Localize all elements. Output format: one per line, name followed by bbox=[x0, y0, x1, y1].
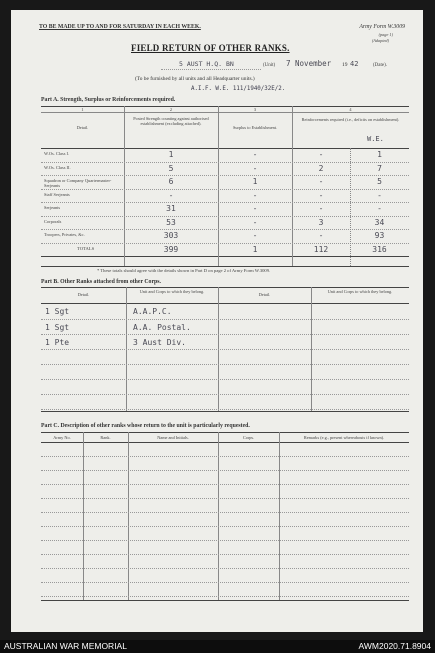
col-number-3: 3 bbox=[253, 107, 257, 112]
part-a-reinf-value-b: 1 bbox=[377, 150, 382, 159]
part-a-surplus-value: 1 bbox=[252, 177, 258, 186]
unit-value: 5 AUST H.Q. BN bbox=[179, 60, 234, 68]
furnish-note: (To be furnished by all units and all Headquarter units.) bbox=[135, 76, 255, 82]
caption-bar bbox=[0, 640, 435, 653]
part-a-reinf-value-b: 5 bbox=[377, 177, 382, 186]
part-a-surplus-value: - bbox=[252, 190, 258, 200]
part-a-heading: Part A. Strength, Surplus or Reinforcements required. bbox=[41, 97, 176, 103]
caption-source: AUSTRALIAN WAR MEMORIAL bbox=[4, 641, 127, 651]
part-a-posted-value: 303 bbox=[163, 231, 179, 240]
part-b-detail-header-2: Detail. bbox=[258, 292, 271, 297]
instruction-text: TO BE MADE UP TO AND FOR SATURDAY IN EACH WEEK. bbox=[39, 24, 201, 30]
part-c-remarks-header: Remarks (e.g., present whereabouts if known). bbox=[303, 435, 385, 440]
part-b-unit-value: A.A.P.C. bbox=[133, 307, 172, 316]
part-a-row-label: TOTALS bbox=[77, 245, 95, 251]
part-a-row-label: W.Os. Class I. bbox=[44, 151, 70, 156]
col-number-1: 1 bbox=[81, 107, 84, 112]
part-a-posted-value: 6 bbox=[168, 177, 174, 186]
surplus-header: Surplus to Establishment. bbox=[232, 125, 278, 130]
part-b-unit-header-1: Unit and Corps to which they belong. bbox=[139, 289, 205, 294]
reinforcements-header: Reinforcements required (i.e., deficits on establishment). bbox=[301, 117, 400, 122]
col-number-2: 2 bbox=[169, 107, 173, 112]
part-a-posted-value: 399 bbox=[163, 244, 179, 254]
part-b-detail-value: 1 Sgt bbox=[45, 322, 70, 332]
part-c-rank-header: Rank. bbox=[100, 435, 111, 440]
part-a-surplus-value: 1 bbox=[252, 244, 258, 254]
reference-number: A.I.F. W.E. 111/1940/32E/2. bbox=[191, 86, 286, 92]
unit-label: (Unit) bbox=[263, 63, 276, 68]
part-a-row-label: Corporals bbox=[44, 218, 62, 224]
form-document bbox=[11, 10, 423, 632]
part-a-reinf-value-a: - bbox=[318, 204, 324, 213]
part-a-posted-value: - bbox=[168, 190, 174, 200]
part-a-footnote: * These totals should agree with the details shown in Part D on page 2 of Army Form W.3009. bbox=[97, 268, 271, 273]
date-day-month: 7 November bbox=[286, 59, 332, 68]
adapted-note: (Adapted) bbox=[371, 38, 389, 43]
part-a-surplus-value: - bbox=[252, 204, 258, 213]
part-a-reinf-value-a: 112 bbox=[313, 244, 329, 254]
part-a-reinf-value-b: - bbox=[377, 204, 382, 213]
caption-accession-number: AWM2020.71.8904 bbox=[358, 641, 431, 651]
reinforcements-annotation: W.E. bbox=[367, 135, 384, 143]
part-a-reinf-value-b: 316 bbox=[372, 244, 387, 254]
detail-header: Detail. bbox=[76, 125, 89, 130]
part-a-reinf-value-b: 34 bbox=[374, 217, 385, 227]
part-a-posted-value: 31 bbox=[166, 204, 176, 213]
part-a-reinf-value-a: - bbox=[318, 177, 324, 186]
part-b-unit-value: A.A. Postal. bbox=[133, 322, 191, 332]
part-c-army-no-header: Army No. bbox=[53, 435, 71, 440]
part-a-reinf-value-b: - bbox=[377, 190, 382, 200]
date-year-prefix: 19 bbox=[342, 62, 348, 68]
part-a-row-label: W.Os. Class II. bbox=[44, 164, 71, 170]
part-b-unit-header-2: Unit and Corps to which they belong. bbox=[327, 289, 393, 294]
part-a-posted-value: 1 bbox=[168, 150, 174, 159]
part-a-reinf-value-a: 3 bbox=[318, 217, 324, 227]
part-a-reinf-value-b: 7 bbox=[377, 163, 382, 173]
part-a-surplus-value: - bbox=[252, 217, 258, 227]
part-a-surplus-value: - bbox=[252, 163, 258, 173]
form-number: Army Form W.3009 bbox=[359, 24, 405, 30]
part-a-posted-value: 53 bbox=[166, 217, 176, 227]
part-a-surplus-value: - bbox=[252, 150, 258, 159]
part-a-reinf-value-a: 2 bbox=[318, 163, 324, 173]
part-a-reinf-value-b: 93 bbox=[374, 231, 385, 240]
part-b-unit-value: 3 Aust Div. bbox=[133, 338, 186, 347]
part-b-heading: Part B. Other Ranks attached from other Corps. bbox=[41, 279, 161, 285]
part-a-posted-value: 5 bbox=[168, 163, 174, 173]
part-b-detail-value: 1 Pte bbox=[45, 338, 70, 347]
col-number-4: 4 bbox=[349, 107, 352, 112]
posted-strength-header: Posted Strength counting against authorised establishment (excluding attached). bbox=[133, 116, 209, 126]
part-a-reinf-value-a: - bbox=[318, 231, 324, 240]
form-title: FIELD RETURN OF OTHER RANKS. bbox=[131, 43, 290, 53]
part-c-heading: Part C. Description of other ranks whose return to the unit is particularly requested. bbox=[41, 423, 250, 429]
part-a-surplus-value: - bbox=[252, 231, 258, 240]
part-a-row-label: Staff Serjeants bbox=[44, 191, 70, 197]
part-a-row-label: Troopers, Privates, &c. bbox=[44, 232, 85, 237]
part-c-name-header: Name and Initials. bbox=[157, 435, 189, 440]
part-a-reinf-value-a: - bbox=[318, 150, 324, 159]
part-b-detail-header-1: Detail. bbox=[77, 292, 90, 297]
date-year-value: 42 bbox=[350, 60, 359, 68]
part-c-corps-header: Corps. bbox=[242, 435, 255, 440]
page-note: (page 1) bbox=[378, 32, 393, 37]
part-a-row-label: Squadron or Company Quartermaster-Serjeants bbox=[44, 178, 112, 188]
part-a-reinf-value-a: - bbox=[318, 190, 324, 200]
part-a-row-label: Serjeants bbox=[44, 205, 61, 210]
part-b-detail-value: 1 Sgt bbox=[45, 307, 70, 316]
date-label: (Date). bbox=[373, 63, 388, 68]
